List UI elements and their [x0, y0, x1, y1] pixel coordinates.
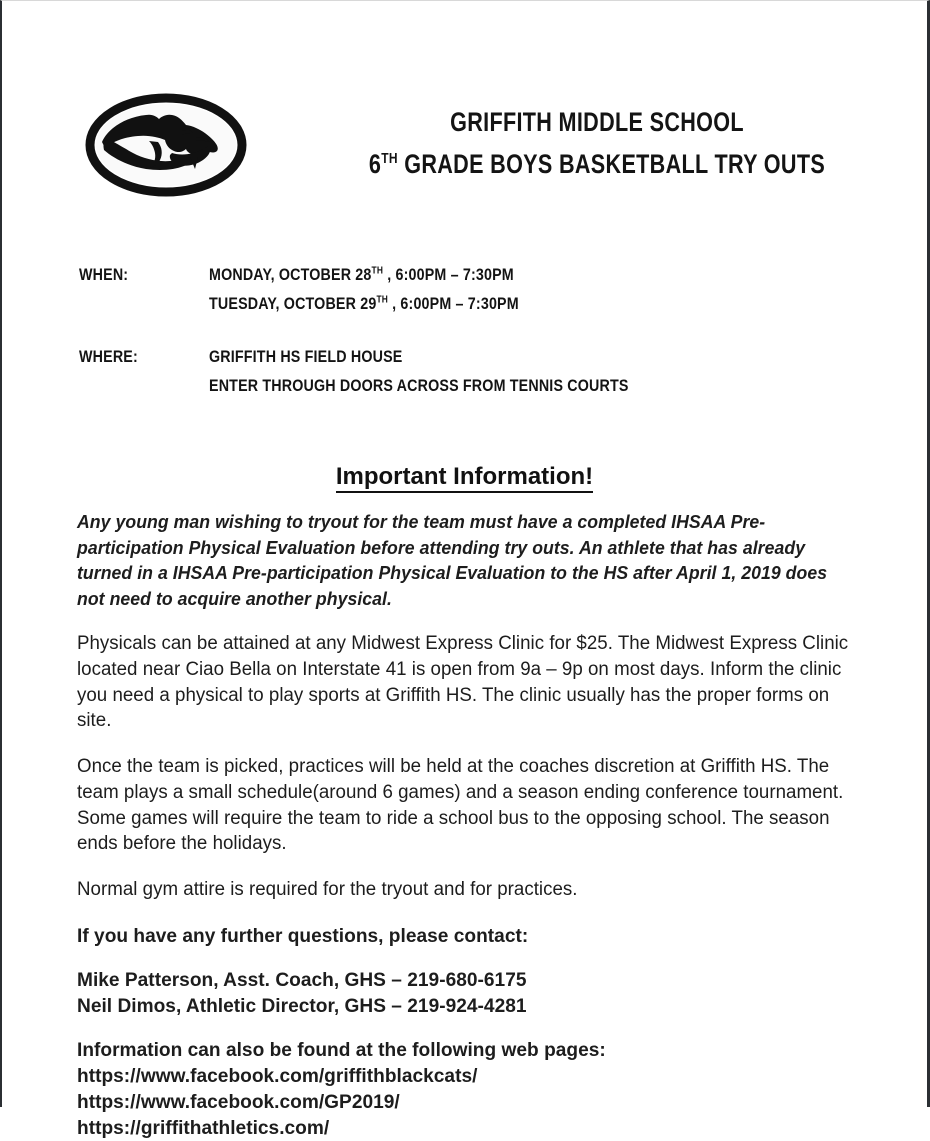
contact-list [77, 967, 863, 1019]
flyer-body [77, 509, 863, 1141]
web-link-facebook-blackcats[interactable]: https://www.facebook.com/griffithblackcats/ [77, 1064, 478, 1087]
flyer-title-block [302, 101, 892, 185]
event-details [79, 260, 839, 400]
web-pages-heading: Information can also be found at the following web pages: [77, 1038, 606, 1061]
when-day1-time: , 6:00PM – 7:30PM [383, 265, 514, 284]
when-day1-ordinal: TH [371, 265, 384, 277]
subtitle-rest: GRADE BOYS BASKETBALL TRY OUTS [397, 149, 826, 179]
paragraph-physical-requirement: Any young man wishing to tryout for the team must have a completed IHSAA Pre-participation Physical Evaluation before attending try outs. An athlete that has already turned in a IHSAA Pre-participation Physical Evaluation to the HS after April 1, 2019 does not need to acquire another physical. [77, 511, 828, 609]
flyer-header [2, 89, 927, 204]
web-link-griffithathletics[interactable]: https://griffithathletics.com/ [77, 1116, 330, 1139]
paragraph-gym-attire: Normal gym attire is required for the tryout and for practices. [77, 879, 578, 900]
where-values [209, 342, 839, 400]
contact-person-athletic-director: Neil Dimos, Athletic Director, GHS – 219-924-4281 [77, 994, 527, 1017]
important-information-heading [2, 463, 927, 491]
subtitle-ordinal-suffix: TH [381, 150, 398, 167]
web-links-list [77, 1063, 863, 1141]
spacer-contact [77, 949, 863, 967]
when-day1-prefix: MONDAY, OCTOBER 28 [209, 265, 372, 284]
page-subtitle [361, 143, 833, 185]
where-value-entry: ENTER THROUGH DOORS ACROSS FROM TENNIS COURTS [209, 376, 629, 395]
contact-heading: If you have any further questions, please contact: [77, 924, 529, 947]
where-value-venue: GRIFFITH HS FIELD HOUSE [209, 347, 403, 366]
flyer-sheet [2, 1, 927, 1139]
when-day2-prefix: TUESDAY, OCTOBER 29 [209, 294, 377, 313]
when-value-day2 [209, 289, 738, 318]
when-day2-ordinal: TH [376, 294, 388, 306]
contact-person-coach: Mike Patterson, Asst. Coach, GHS – 219-680-6175 [77, 968, 527, 991]
spacer-web [77, 1019, 863, 1037]
when-values [209, 260, 839, 318]
web-link-facebook-gp2019[interactable]: https://www.facebook.com/GP2019/ [77, 1090, 400, 1113]
when-row [79, 260, 839, 318]
where-label: WHERE: [79, 347, 138, 366]
paragraph-season-details: Once the team is picked, practices will be held at the coaches discretion at Griffith HS. The team plays a small schedule(around 6 games) and a season ending conference tournament. Some games will require the team to ride a school bus to the opposing school. The season ends before the holidays. [77, 756, 844, 855]
when-value-day1 [209, 260, 738, 289]
griffith-black-cat-logo-icon [86, 95, 246, 195]
important-information-heading-text: Important Information! [336, 463, 593, 493]
subtitle-prefix: 6 [368, 149, 382, 179]
when-day2-time: , 6:00PM – 7:30PM [387, 294, 519, 313]
page-title: GRIFFITH MIDDLE SCHOOL [450, 107, 744, 137]
paragraph-physicals-clinic: Physicals can be attained at any Midwest Express Clinic for $25. The Midwest Express Clinic located near Ciao Bella on Interstate 41 is open from 9a – 9p on most days. Inform the clinic you need a physical to play sports at Griffith HS. The clinic usually has the proper forms on site. [77, 633, 849, 732]
where-row [79, 342, 839, 400]
when-label: WHEN: [79, 265, 129, 284]
